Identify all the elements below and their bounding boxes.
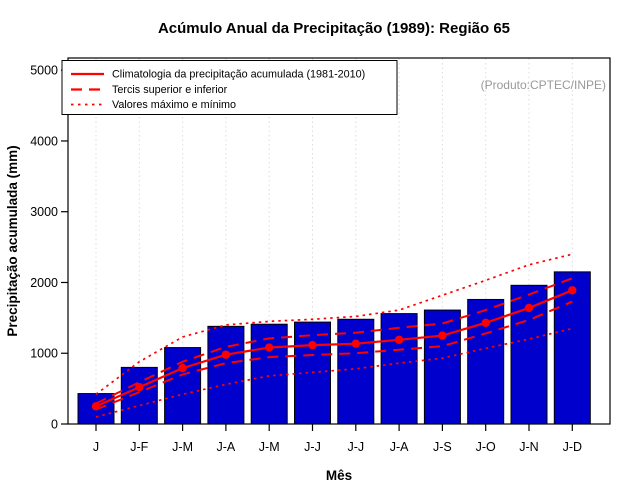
- legend-entry-climatology: [71, 69, 365, 81]
- y-tick-label: 5000: [30, 63, 58, 78]
- x-tick-label: J-A: [389, 440, 409, 454]
- climatology-point: [568, 286, 576, 294]
- x-tick-label: J: [92, 440, 100, 454]
- x-tick-label: J-M: [172, 440, 194, 454]
- y-tick-label: 0: [51, 417, 58, 432]
- legend-label-climatology: Climatologia da precipitação acumulada (1981-2010): [112, 68, 366, 81]
- x-tick-label: J-J: [304, 440, 321, 454]
- x-tick-label: J-A: [216, 440, 236, 454]
- y-tick-label: 2000: [30, 275, 58, 290]
- y-tick-label: 1000: [30, 346, 58, 361]
- climatology-point: [352, 339, 360, 347]
- climatology-point: [525, 304, 533, 312]
- x-tick-label: J-M: [258, 440, 280, 454]
- legend-label-extremes: Valores máximo e mínimo: [112, 99, 237, 111]
- x-axis-label: Mês: [325, 468, 353, 483]
- x-tick-label: J-D: [562, 440, 583, 454]
- bar: [338, 319, 374, 424]
- climatology-point: [482, 319, 490, 327]
- climatology-point: [438, 331, 446, 339]
- legend: [62, 61, 397, 115]
- climatology-point: [135, 383, 143, 391]
- bar: [165, 348, 201, 424]
- y-tick-label: 3000: [30, 205, 58, 220]
- chart-title: Acúmulo Anual da Precipitação (1989): Região 65: [157, 20, 511, 37]
- x-tick-label: J-J: [347, 440, 365, 454]
- climatology-point: [395, 336, 403, 344]
- y-tick-label: 4000: [30, 134, 58, 149]
- bar: [208, 326, 244, 424]
- producer-watermark: (Produto:CPTEC/INPE): [480, 78, 606, 92]
- bar: [381, 314, 417, 424]
- climatology-point: [308, 341, 316, 349]
- x-tick-label: J-F: [130, 440, 149, 454]
- climatology-point: [265, 343, 273, 351]
- climatology-point: [92, 402, 100, 410]
- x-tick-label: J-N: [519, 440, 539, 454]
- legend-label-tercis: Tercis superior e inferior: [112, 84, 228, 96]
- climatology-point: [178, 364, 186, 372]
- y-axis-label: Precipitação acumulada (mm): [5, 145, 20, 337]
- x-tick-label: J-O: [475, 440, 496, 454]
- climatology-point: [222, 350, 230, 358]
- x-tick-label: J-S: [433, 440, 452, 454]
- bar: [424, 310, 460, 424]
